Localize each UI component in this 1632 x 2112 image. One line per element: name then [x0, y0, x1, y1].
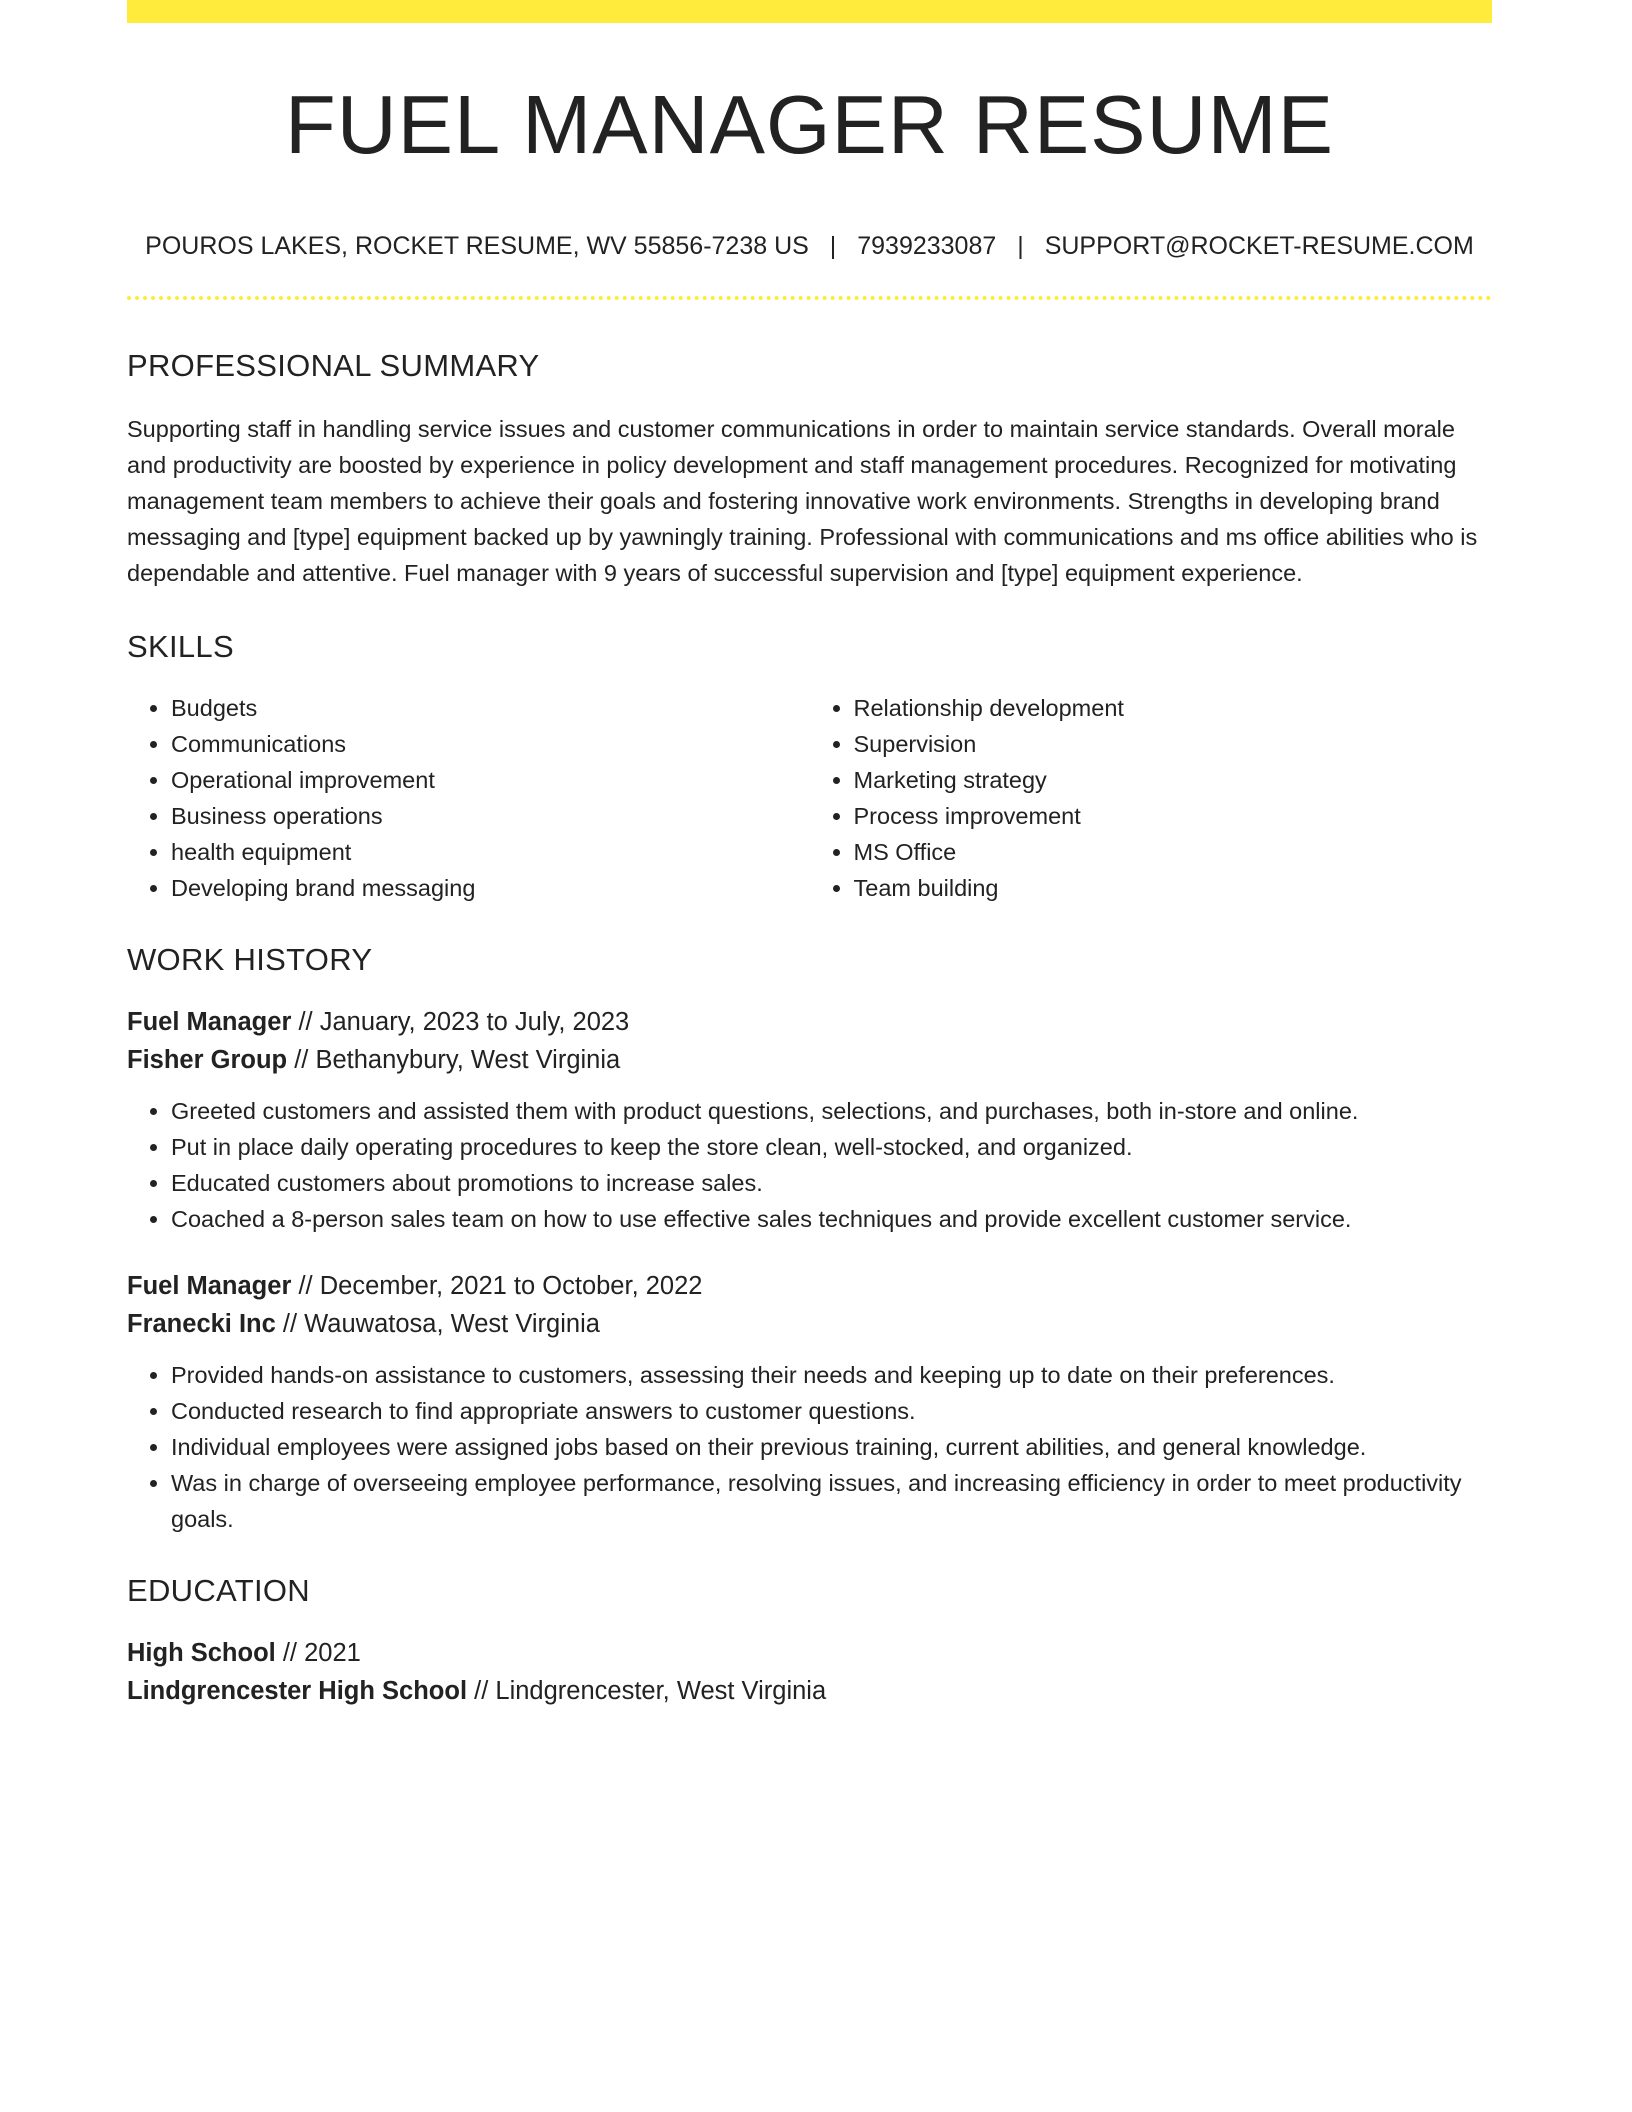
skill-item: • Budgets: [171, 690, 810, 726]
job-bullet: • Educated customers about promotions to increase sales.: [171, 1165, 1492, 1201]
contact-separator: |: [1017, 232, 1024, 260]
job-bullet: • Greeted customers and assisted them with product questions, selections, and purchases, both in-store and online.: [171, 1093, 1492, 1129]
resume-page: [127, 0, 1492, 1710]
summary-heading: PROFESSIONAL SUMMARY: [127, 348, 540, 383]
education-degree-line: [127, 1634, 1492, 1672]
job-company-line: [127, 1041, 1492, 1079]
contact-line: [127, 234, 1492, 259]
job-bullets: [127, 1357, 1492, 1537]
skill-item: • Team building: [854, 870, 1493, 906]
job-role: Fuel Manager: [127, 1272, 292, 1300]
job-bullet: • Provided hands-on assistance to customers, assessing their needs and keeping up to date on their preferences.: [171, 1357, 1492, 1393]
education-school-line: [127, 1672, 1492, 1710]
contact-email: SUPPORT@ROCKET-RESUME.COM: [1044, 232, 1474, 260]
job-bullets: [127, 1093, 1492, 1237]
education-year: // 2021: [282, 1639, 361, 1667]
job-entry: [127, 1267, 1492, 1537]
skill-item: • Marketing strategy: [854, 762, 1493, 798]
job-dates: // December, 2021 to October, 2022: [298, 1272, 703, 1300]
skills-column-right: [810, 690, 1493, 906]
summary-text: Supporting staff in handling service issues and customer communications in order to maintain service standards. Overall morale and productivity are boosted by experience in policy development and staff management procedures. Recognized for motivating management team members to achieve their goals and fostering innovative work environments. Strengths in developing brand messaging and [type] equipment backed up by yawningly training. Professional with communications and ms office abilities who is dependable and attentive. Fuel manager with 9 years of successful supervision and [type] equipment experience.: [127, 416, 1478, 586]
job-role: Fuel Manager: [127, 1008, 292, 1036]
skill-item: • Communications: [171, 726, 810, 762]
contact-separator: |: [829, 232, 837, 260]
job-bullet: • Conducted research to find appropriate answers to customer questions.: [171, 1393, 1492, 1429]
contact-address: POUROS LAKES, ROCKET RESUME, WV 55856-7238 US: [145, 232, 809, 260]
skill-item: • Supervision: [854, 726, 1493, 762]
skill-item: • Developing brand messaging: [171, 870, 810, 906]
skills-heading: SKILLS: [127, 629, 234, 664]
education-degree: High School: [127, 1639, 276, 1667]
job-company-line: [127, 1305, 1492, 1343]
top-accent-bar: [127, 0, 1492, 23]
skill-item: • MS Office: [854, 834, 1493, 870]
job-dates: // January, 2023 to July, 2023: [298, 1008, 630, 1036]
education-entry: [127, 1634, 1492, 1710]
skill-item: • health equipment: [171, 834, 810, 870]
skills-list: [127, 690, 1492, 906]
job-bullet: • Coached a 8-person sales team on how to use effective sales techniques and provide excellent customer service.: [171, 1201, 1492, 1237]
job-entry: [127, 1003, 1492, 1237]
education-school: Lindgrencester High School: [127, 1677, 468, 1705]
job-role-line: [127, 1267, 1492, 1305]
skill-item: • Relationship development: [854, 690, 1493, 726]
job-location: // Wauwatosa, West Virginia: [282, 1310, 600, 1338]
job-bullet: • Put in place daily operating procedures to keep the store clean, well-stocked, and organized.: [171, 1129, 1492, 1165]
job-bullet: • Individual employees were assigned jobs based on their previous training, current abilities, and general knowledge.: [171, 1429, 1492, 1465]
skill-item: • Operational improvement: [171, 762, 810, 798]
job-role-line: [127, 1003, 1492, 1041]
header-divider: [127, 296, 1492, 300]
job-company: Fisher Group: [127, 1046, 288, 1074]
contact-phone: 7939233087: [857, 232, 997, 260]
education-location: // Lindgrencester, West Virginia: [474, 1677, 827, 1705]
education-heading: EDUCATION: [127, 1573, 310, 1608]
skills-column-left: [127, 690, 810, 906]
skill-item: • Process improvement: [854, 798, 1493, 834]
skill-item: • Business operations: [171, 798, 810, 834]
resume-title: FUEL MANAGER RESUME: [285, 78, 1334, 171]
job-location: // Bethanybury, West Virginia: [294, 1046, 621, 1074]
job-bullet: • Was in charge of overseeing employee performance, resolving issues, and increasing efficiency in order to meet productivity goals.: [171, 1465, 1492, 1537]
work-history-heading: WORK HISTORY: [127, 942, 373, 977]
job-company: Franecki Inc: [127, 1310, 276, 1338]
